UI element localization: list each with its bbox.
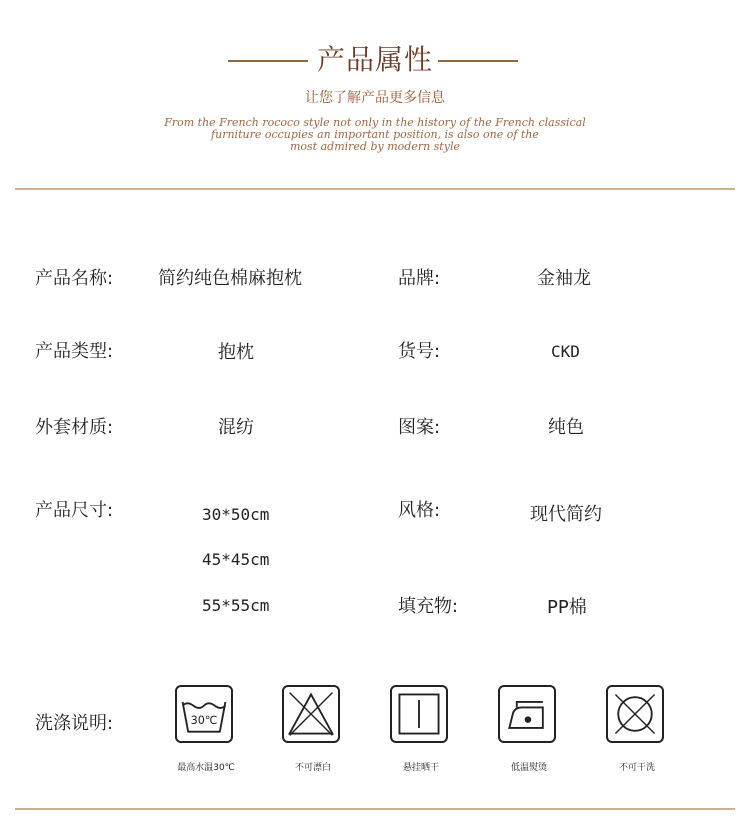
label-brand: 品牌:	[398, 268, 441, 289]
no-dry-clean-icon	[606, 685, 664, 743]
wash-30-icon	[175, 685, 233, 743]
value-size: 55*55cm	[202, 596, 270, 615]
section-subtitle: 让您了解产品更多信息	[305, 90, 445, 106]
value-pattern: 纯色	[548, 417, 584, 438]
label-pattern: 图案:	[398, 417, 441, 438]
value-style: 现代简约	[530, 504, 602, 525]
care-caption: 悬挂晒干	[402, 763, 439, 773]
title-decor-line-left	[228, 60, 308, 62]
care-caption: 最高水温30℃	[177, 763, 235, 773]
label-product-name: 产品名称:	[35, 268, 114, 289]
divider-bottom	[15, 808, 735, 810]
value-model: CKD	[551, 342, 580, 361]
value-size: 30*50cm	[202, 505, 270, 524]
label-care: 洗涤说明:	[35, 713, 114, 734]
value-material: 混纺	[218, 417, 254, 438]
label-product-type: 产品类型:	[35, 341, 114, 362]
value-size: 45*45cm	[202, 550, 270, 569]
script-line: From the French rococo style not only in the history of the French classical	[164, 116, 586, 129]
label-material: 外套材质:	[35, 417, 114, 438]
value-product-type: 抱枕	[218, 342, 254, 363]
value-filling: PP棉	[547, 597, 587, 618]
value-brand: 金袖龙	[537, 268, 591, 289]
care-caption: 低温熨烫	[510, 763, 547, 773]
low-iron-icon	[498, 685, 556, 743]
hang-dry-icon	[390, 685, 448, 743]
no-bleach-icon	[282, 685, 340, 743]
care-caption: 不可干洗	[618, 763, 655, 773]
label-style: 风格:	[398, 500, 441, 521]
label-filling: 填充物:	[398, 596, 459, 617]
value-product-name: 简约纯色棉麻抱枕	[158, 268, 302, 289]
script-line: furniture occupies an important position, is also one of the	[211, 128, 539, 141]
script-tagline	[150, 117, 600, 153]
section-title: 产品属性	[316, 43, 433, 76]
care-caption: 不可漂白	[294, 763, 331, 773]
section-title-row	[0, 38, 750, 84]
wash-temp-text: 30℃	[190, 714, 218, 728]
script-line: most admired by modern style	[290, 140, 460, 153]
label-model: 货号:	[398, 341, 441, 362]
label-size: 产品尺寸:	[35, 500, 114, 521]
title-decor-line-right	[438, 60, 518, 62]
divider-top	[15, 188, 735, 190]
